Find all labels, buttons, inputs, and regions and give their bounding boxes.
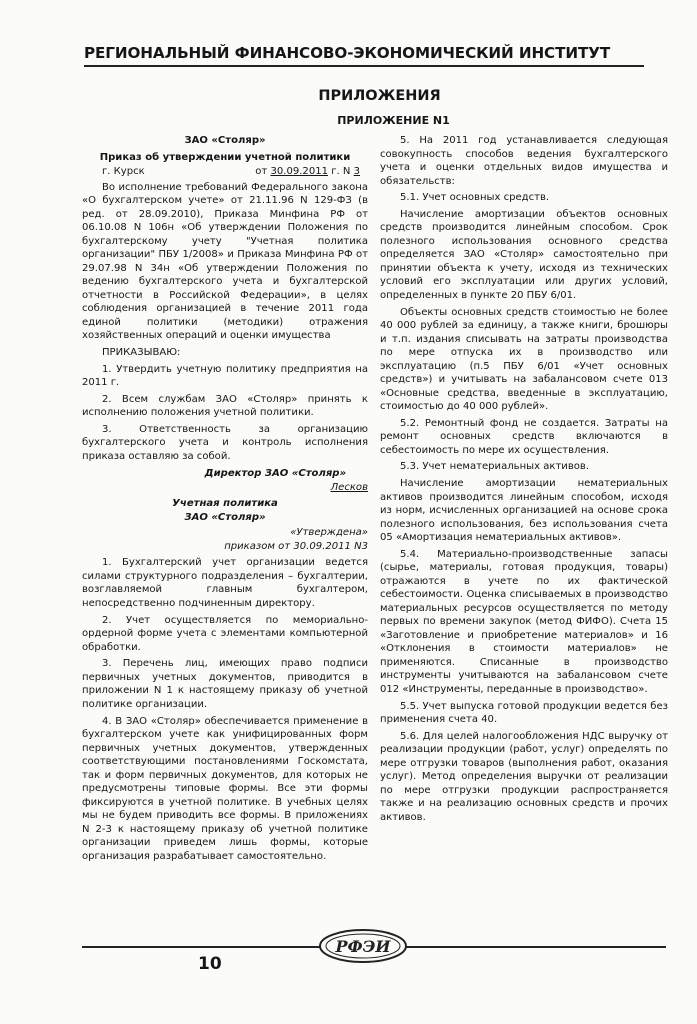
order-item: 3. Ответственность за организацию бухгалтерского учета и контроль исполнения приказа оставляю за собой.: [82, 423, 368, 462]
policy-paragraph: 5.2. Ремонтный фонд не создается. Затраты на ремонт основных средств включаются в себестоимость по мере их осуществления.: [380, 417, 668, 456]
policy-title: Учетная политика: [172, 498, 278, 510]
director-signature: Лесков: [330, 481, 368, 493]
order-date: 30.09.2011: [270, 166, 328, 178]
order-intro: Во исполнение требований Федерального закона «О бухгалтерском учете» от 21.11.96 N 129-ФЗ (в ред. от 28.09.2010), Приказа Минфина РФ от 06.10.08 N 106н «Об утверждении Положения по бухгалтерскому учету "Учетная политика организации" ПБУ 1/2008» и Приказа Минфина РФ от 29.07.98 N 34н «Об утверждении Положения по ведению бухгалтерского учета и бухгалтерской отчетности в Российской Федерации», в целях соблюдения организацией в течение 2011 года единой политики (методики) отражения хозяйственных операций и оценки имущества: [82, 181, 368, 342]
page-number: 10: [198, 954, 222, 974]
policy-paragraph: 5.3. Учет нематериальных активов.: [400, 461, 590, 473]
order-number: 3: [353, 166, 360, 178]
policy-paragraph: 4. В ЗАО «Столяр» обеспечивается применение в бухгалтерском учете как унифицированных форм первичных учетных документов, утвержденных соответствующими постановлениями Госкомстата, так и форм первичных документов, для которых не предусмотрены типовые формы. Все эти формы фиксируются в учетной политике. В учебных целях мы не будем приводить все формы. В приложениях N 2-3 к настоящему приказу об учетной политике организации приведем лишь формы, которые организация разрабатывает самостоятельно.: [82, 715, 368, 862]
left-column: [82, 134, 368, 866]
right-column: [380, 134, 668, 827]
policy-paragraph: 5. На 2011 год устанавливается следующая совокупность способов ведения бухгалтерского учета и оценки отдельных видов имущества и обязательств:: [380, 135, 668, 187]
policy-paragraph: 3. Перечень лиц, имеющих право подписи первичных учетных документов, приводится в приложении N 1 к настоящему приказу об учетной политике организации.: [82, 658, 368, 710]
policy-paragraph: 2. Учет осуществляется по мемориально-ордерной форме учета с элементами компьютерной обработки.: [82, 614, 368, 653]
order-item: 2. Всем службам ЗАО «Столяр» принять к исполнению положения учетной политики.: [82, 393, 368, 419]
policy-paragraph: 1. Бухгалтерский учет организации ведется силами структурного подразделения – бухгалтерии, возглавляемой главным бухгалтером, непосредственно подчиненным директору.: [82, 557, 368, 609]
institute-header: РЕГИОНАЛЬНЫЙ ФИНАНСОВО-ЭКОНОМИЧЕСКИЙ ИНСТИТУТ: [84, 44, 644, 67]
order-org: ЗАО «Столяр»: [184, 135, 266, 146]
policy-paragraph: Начисление амортизации объектов основных средств производится линейным способом. Срок полезного использования основного средства определяется ЗАО «Столяр» самостоятельно при принятии объекта к учету, исходя из технических условий его эксплуатации или других условий, определенных в пункте 20 ПБУ 6/01.: [380, 208, 668, 301]
order-item: 1. Утвердить учетную политику предприятия на 2011 г.: [82, 363, 368, 389]
order-title: Приказ об утверждении учетной политики: [99, 151, 351, 163]
appendix-title: ПРИЛОЖЕНИЕ N1: [337, 114, 450, 127]
order-meta: [82, 165, 368, 179]
policy-paragraph: Начисление амортизации нематериальных активов производится линейным способом, исходя из норм, исчисленных организацией на основе срока полезного использования, без использования счета 05 «Амортизация нематериальных активов».: [380, 478, 668, 544]
policy-paragraph: 5.4. Материально-производственные запасы (сырье, материалы, готовая продукция, товары) отражаются в учете по их фактической себестоимости. Оценка списываемых в производство материальных ресурсов осуществляется по методу первых по времени закупок (метод ФИФО). Счета 15 «Заготовление и приобретение материалов» и 16 «Отклонения в стоимости материалов» не применяются. Списанные в производство инструменты учитываются на забалансовом счете 012 «Инструменты, переданные в производство».: [380, 548, 668, 695]
institute-logo: [318, 928, 408, 964]
policy-paragraph: Объекты основных средств стоимостью не более 40 000 рублей за единицу, а также книги, брошюры и т.п. издания списывать на затраты производства по мере отпуска их в производство или эксплуатацию (п.5 ПБУ 6/01 «Учет основных средств») и учитывать на забалансовом счете 013 «Основные средства, введенные в эксплуатацию, стоимостью до 40 000 рублей».: [380, 306, 668, 413]
order-word: ПРИКАЗЫВАЮ:: [102, 346, 181, 358]
director-title: Директор ЗАО «Столяр»: [204, 468, 346, 480]
policy-approved-by: приказом от 30.09.2011 N3: [224, 540, 368, 552]
order-date-line: от 30.09.2011 г. N 3: [255, 166, 360, 178]
section-title: ПРИЛОЖЕНИЯ: [318, 88, 441, 104]
order-city: г. Курск: [102, 166, 145, 178]
logo-text: РФЭИ: [335, 937, 391, 956]
policy-paragraph: 5.5. Учет выпуска готовой продукции ведется без применения счета 40.: [380, 700, 668, 725]
policy-paragraph: 5.1. Учет основных средств.: [400, 192, 550, 204]
policy-paragraph: 5.6. Для целей налогообложения НДС выручку от реализации продукции (работ, услуг) определять по мере отгрузки товаров (выполнения работ, оказания услуг). Метод определения выручки от реализации по мере отгрузки продукции распространяется также и на реализацию основных средств и прочих активов.: [380, 730, 668, 823]
policy-org: ЗАО «Столяр»: [184, 511, 266, 523]
policy-approved: «Утверждена»: [290, 527, 368, 539]
